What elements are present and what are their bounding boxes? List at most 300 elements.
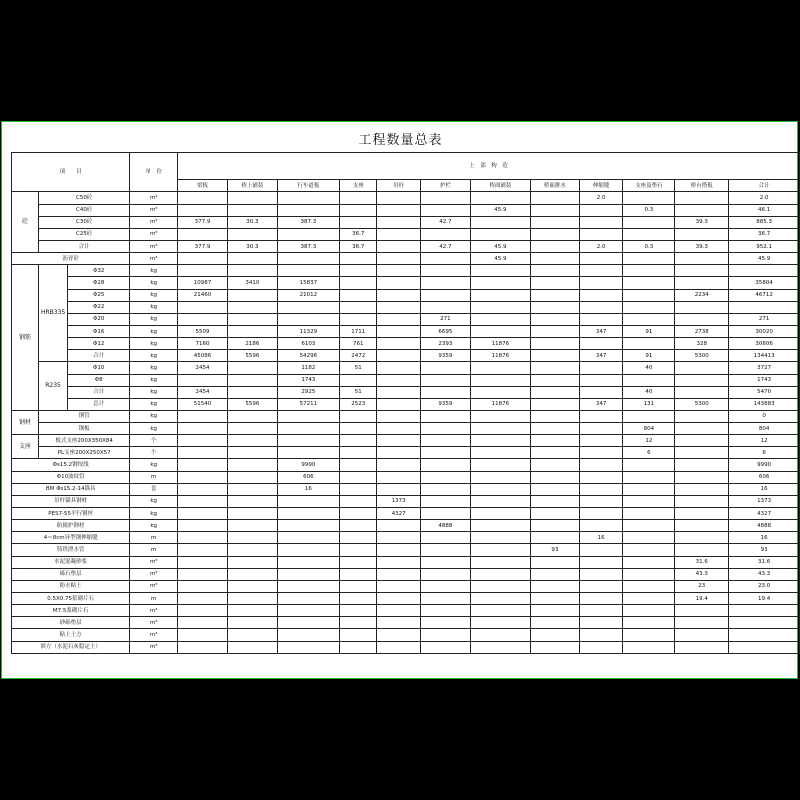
value-cell bbox=[377, 204, 421, 216]
value-cell bbox=[340, 508, 377, 520]
table-row bbox=[12, 459, 800, 471]
value-cell bbox=[420, 265, 470, 277]
unit-cell: kg bbox=[130, 508, 178, 520]
value-cell: 347 bbox=[579, 325, 623, 337]
value-cell bbox=[579, 253, 623, 265]
value-cell bbox=[531, 641, 580, 653]
unit-cell: kg bbox=[130, 325, 178, 337]
value-cell bbox=[227, 362, 277, 374]
value-cell bbox=[178, 495, 228, 507]
value-cell: 1743 bbox=[729, 374, 800, 386]
value-cell: 45.9 bbox=[729, 253, 800, 265]
value-cell bbox=[377, 447, 421, 459]
header-unit: 单 位 bbox=[130, 153, 178, 192]
column-header: 护栏 bbox=[420, 180, 470, 192]
value-cell bbox=[579, 338, 623, 350]
value-cell: 5596 bbox=[227, 398, 277, 410]
value-cell bbox=[531, 313, 580, 325]
value-cell bbox=[227, 641, 277, 653]
value-cell bbox=[377, 629, 421, 641]
group-label: 钢筋 bbox=[12, 265, 39, 411]
value-cell bbox=[178, 641, 228, 653]
value-cell bbox=[579, 423, 623, 435]
table-row bbox=[12, 447, 800, 459]
value-cell: 1182 bbox=[277, 362, 339, 374]
value-cell bbox=[531, 423, 580, 435]
value-cell bbox=[420, 447, 470, 459]
value-cell bbox=[579, 362, 623, 374]
row-label: Φ25 bbox=[68, 289, 130, 301]
value-cell bbox=[675, 253, 729, 265]
table-row bbox=[12, 532, 800, 544]
value-cell bbox=[623, 593, 675, 605]
value-cell bbox=[470, 520, 530, 532]
row-label: 沥青砼 bbox=[12, 253, 130, 265]
value-cell bbox=[531, 629, 580, 641]
value-cell bbox=[227, 204, 277, 216]
row-label: 防水粘土 bbox=[12, 580, 130, 592]
value-cell bbox=[227, 435, 277, 447]
value-cell bbox=[531, 508, 580, 520]
value-cell bbox=[377, 641, 421, 653]
unit-cell: m bbox=[130, 532, 178, 544]
value-cell bbox=[531, 483, 580, 495]
value-cell bbox=[579, 568, 623, 580]
column-header: 桥面排水 bbox=[531, 180, 580, 192]
value-cell bbox=[579, 520, 623, 532]
value-cell: 328 bbox=[675, 338, 729, 350]
value-cell bbox=[579, 435, 623, 447]
value-cell: 377.9 bbox=[178, 216, 228, 228]
value-cell: 40 bbox=[623, 386, 675, 398]
value-cell: 271 bbox=[420, 313, 470, 325]
value-cell bbox=[579, 483, 623, 495]
value-cell bbox=[277, 544, 339, 556]
value-cell bbox=[277, 532, 339, 544]
value-cell bbox=[531, 350, 580, 362]
value-cell: 5300 bbox=[675, 350, 729, 362]
value-cell: 1711 bbox=[340, 325, 377, 337]
value-cell bbox=[277, 641, 339, 653]
unit-cell: 个 bbox=[130, 447, 178, 459]
value-cell bbox=[340, 289, 377, 301]
value-cell bbox=[675, 520, 729, 532]
value-cell bbox=[340, 192, 377, 204]
value-cell bbox=[340, 216, 377, 228]
table-row bbox=[12, 580, 800, 592]
value-cell bbox=[675, 471, 729, 483]
value-cell bbox=[579, 629, 623, 641]
value-cell bbox=[377, 350, 421, 362]
value-cell: 45.9 bbox=[470, 253, 530, 265]
header-group: 上 部 构 造 bbox=[178, 153, 800, 180]
value-cell bbox=[227, 313, 277, 325]
value-cell bbox=[277, 593, 339, 605]
value-cell: 387.3 bbox=[277, 216, 339, 228]
value-cell bbox=[420, 423, 470, 435]
value-cell bbox=[178, 629, 228, 641]
table-row bbox=[12, 568, 800, 580]
value-cell bbox=[531, 216, 580, 228]
row-label: PES7-55平行钢丝 bbox=[12, 508, 130, 520]
value-cell: 57211 bbox=[277, 398, 339, 410]
value-cell bbox=[531, 253, 580, 265]
value-cell bbox=[420, 374, 470, 386]
value-cell bbox=[675, 301, 729, 313]
row-label: Φ20 bbox=[68, 313, 130, 325]
row-label: 4＝8cm异型钢伸缩缝 bbox=[12, 532, 130, 544]
value-cell: 0.3 bbox=[623, 204, 675, 216]
unit-cell: kg bbox=[130, 338, 178, 350]
value-cell bbox=[531, 386, 580, 398]
value-cell bbox=[579, 410, 623, 422]
value-cell bbox=[340, 301, 377, 313]
value-cell: 19.4 bbox=[675, 593, 729, 605]
drawing-sheet bbox=[1, 121, 798, 679]
value-cell bbox=[470, 325, 530, 337]
unit-cell: 套 bbox=[130, 483, 178, 495]
value-cell: 21460 bbox=[178, 289, 228, 301]
value-cell bbox=[623, 629, 675, 641]
value-cell bbox=[675, 544, 729, 556]
value-cell bbox=[623, 495, 675, 507]
value-cell bbox=[531, 338, 580, 350]
value-cell bbox=[227, 495, 277, 507]
table-row bbox=[12, 240, 800, 252]
unit-cell: m³ bbox=[130, 253, 178, 265]
unit-cell: m³ bbox=[130, 629, 178, 641]
value-cell bbox=[531, 459, 580, 471]
value-cell: 16 bbox=[579, 532, 623, 544]
unit-cell: kg bbox=[130, 398, 178, 410]
value-cell bbox=[531, 192, 580, 204]
value-cell: 1373 bbox=[729, 495, 800, 507]
value-cell bbox=[340, 423, 377, 435]
value-cell bbox=[277, 617, 339, 629]
value-cell bbox=[227, 568, 277, 580]
value-cell: 4888 bbox=[420, 520, 470, 532]
value-cell: 5300 bbox=[675, 398, 729, 410]
value-cell bbox=[178, 483, 228, 495]
unit-cell: kg bbox=[130, 495, 178, 507]
value-cell bbox=[531, 580, 580, 592]
row-label: 板式支座200X350X84 bbox=[38, 435, 129, 447]
value-cell bbox=[470, 471, 530, 483]
value-cell bbox=[377, 617, 421, 629]
value-cell bbox=[340, 483, 377, 495]
value-cell bbox=[227, 556, 277, 568]
value-cell bbox=[470, 423, 530, 435]
value-cell: 804 bbox=[729, 423, 800, 435]
value-cell: 9359 bbox=[420, 350, 470, 362]
unit-cell: m³ bbox=[130, 228, 178, 240]
value-cell bbox=[470, 593, 530, 605]
value-cell bbox=[623, 483, 675, 495]
value-cell: 23 bbox=[675, 580, 729, 592]
value-cell bbox=[531, 520, 580, 532]
value-cell bbox=[340, 495, 377, 507]
row-label: Φ22 bbox=[68, 301, 130, 313]
row-label: 总计 bbox=[68, 398, 130, 410]
value-cell bbox=[470, 495, 530, 507]
value-cell bbox=[377, 471, 421, 483]
value-cell bbox=[277, 253, 339, 265]
value-cell bbox=[178, 568, 228, 580]
value-cell bbox=[340, 520, 377, 532]
value-cell bbox=[227, 410, 277, 422]
unit-cell: kg bbox=[130, 423, 178, 435]
column-header: 吊杆 bbox=[377, 180, 421, 192]
value-cell bbox=[178, 593, 228, 605]
table-row bbox=[12, 617, 800, 629]
value-cell bbox=[178, 192, 228, 204]
value-cell bbox=[531, 532, 580, 544]
value-cell bbox=[377, 435, 421, 447]
table-row bbox=[12, 265, 800, 277]
value-cell bbox=[178, 532, 228, 544]
value-cell bbox=[729, 265, 800, 277]
value-cell bbox=[531, 556, 580, 568]
value-cell bbox=[675, 508, 729, 520]
unit-cell: m³ bbox=[130, 580, 178, 592]
table-row bbox=[12, 228, 800, 240]
value-cell bbox=[377, 410, 421, 422]
value-cell bbox=[531, 374, 580, 386]
value-cell bbox=[579, 265, 623, 277]
value-cell bbox=[531, 289, 580, 301]
value-cell bbox=[178, 374, 228, 386]
row-label: 砾石垫层 bbox=[12, 568, 130, 580]
row-label: 填方（水泥石灰稳定土） bbox=[12, 641, 130, 653]
value-cell bbox=[579, 495, 623, 507]
value-cell bbox=[675, 459, 729, 471]
value-cell bbox=[531, 265, 580, 277]
value-cell bbox=[579, 544, 623, 556]
value-cell: 804 bbox=[623, 423, 675, 435]
value-cell: 6 bbox=[623, 447, 675, 459]
value-cell bbox=[531, 325, 580, 337]
table-row bbox=[12, 362, 800, 374]
value-cell: 2454 bbox=[178, 362, 228, 374]
value-cell: 885.3 bbox=[729, 216, 800, 228]
value-cell bbox=[227, 459, 277, 471]
value-cell bbox=[675, 605, 729, 617]
unit-cell: m³ bbox=[130, 192, 178, 204]
value-cell bbox=[227, 192, 277, 204]
table-row bbox=[12, 216, 800, 228]
value-cell bbox=[340, 593, 377, 605]
value-cell bbox=[623, 301, 675, 313]
value-cell bbox=[377, 240, 421, 252]
value-cell bbox=[470, 580, 530, 592]
value-cell: 9990 bbox=[729, 459, 800, 471]
value-cell: 31.6 bbox=[729, 556, 800, 568]
column-header: 梁板 bbox=[178, 180, 228, 192]
header-item: 项 目 bbox=[12, 153, 130, 192]
value-cell bbox=[579, 605, 623, 617]
value-cell bbox=[420, 435, 470, 447]
value-cell bbox=[470, 459, 530, 471]
value-cell: 4327 bbox=[729, 508, 800, 520]
value-cell bbox=[227, 265, 277, 277]
value-cell bbox=[227, 629, 277, 641]
value-cell bbox=[623, 192, 675, 204]
value-cell: 39.3 bbox=[675, 240, 729, 252]
value-cell bbox=[470, 386, 530, 398]
value-cell bbox=[579, 313, 623, 325]
value-cell bbox=[227, 447, 277, 459]
value-cell bbox=[675, 423, 729, 435]
value-cell bbox=[377, 605, 421, 617]
value-cell bbox=[227, 532, 277, 544]
value-cell: 2234 bbox=[675, 289, 729, 301]
unit-cell: m bbox=[130, 544, 178, 556]
value-cell bbox=[470, 374, 530, 386]
value-cell bbox=[623, 277, 675, 289]
value-cell bbox=[377, 313, 421, 325]
value-cell bbox=[675, 629, 729, 641]
value-cell bbox=[227, 301, 277, 313]
value-cell bbox=[675, 641, 729, 653]
value-cell bbox=[531, 435, 580, 447]
row-label: 合计 bbox=[38, 240, 129, 252]
value-cell bbox=[623, 556, 675, 568]
value-cell: 39.3 bbox=[675, 216, 729, 228]
row-label: 防撞护钢材 bbox=[12, 520, 130, 532]
value-cell bbox=[623, 568, 675, 580]
value-cell: 91 bbox=[623, 325, 675, 337]
value-cell: 387.3 bbox=[277, 240, 339, 252]
value-cell bbox=[340, 544, 377, 556]
value-cell: 6103 bbox=[277, 338, 339, 350]
value-cell bbox=[340, 580, 377, 592]
value-cell bbox=[377, 520, 421, 532]
value-cell: 761 bbox=[340, 338, 377, 350]
row-label: M7.5浆砌片石 bbox=[12, 605, 130, 617]
value-cell bbox=[623, 641, 675, 653]
value-cell: 12 bbox=[623, 435, 675, 447]
value-cell bbox=[277, 520, 339, 532]
unit-cell: kg bbox=[130, 520, 178, 532]
value-cell bbox=[420, 289, 470, 301]
value-cell bbox=[623, 605, 675, 617]
column-header: 支座 bbox=[340, 180, 377, 192]
value-cell bbox=[623, 313, 675, 325]
value-cell bbox=[420, 629, 470, 641]
value-cell: 271 bbox=[729, 313, 800, 325]
column-header: 支座及垫石 bbox=[623, 180, 675, 192]
value-cell bbox=[277, 204, 339, 216]
value-cell bbox=[623, 289, 675, 301]
value-cell bbox=[675, 447, 729, 459]
unit-cell: kg bbox=[130, 265, 178, 277]
value-cell: 16 bbox=[729, 532, 800, 544]
value-cell bbox=[420, 544, 470, 556]
value-cell bbox=[420, 471, 470, 483]
value-cell bbox=[623, 253, 675, 265]
value-cell: 1743 bbox=[277, 374, 339, 386]
value-cell bbox=[377, 192, 421, 204]
value-cell bbox=[377, 459, 421, 471]
unit-cell: m bbox=[130, 593, 178, 605]
value-cell: 51540 bbox=[178, 398, 228, 410]
value-cell bbox=[470, 508, 530, 520]
value-cell bbox=[470, 265, 530, 277]
value-cell bbox=[277, 192, 339, 204]
unit-cell: kg bbox=[130, 410, 178, 422]
value-cell bbox=[470, 483, 530, 495]
value-cell bbox=[227, 374, 277, 386]
value-cell bbox=[178, 459, 228, 471]
row-label: 0.5X0.75浆砌片石 bbox=[12, 593, 130, 605]
value-cell bbox=[531, 593, 580, 605]
value-cell bbox=[623, 459, 675, 471]
value-cell: 5509 bbox=[178, 325, 228, 337]
value-cell bbox=[178, 204, 228, 216]
value-cell: 2472 bbox=[340, 350, 377, 362]
table-row bbox=[12, 556, 800, 568]
value-cell bbox=[377, 398, 421, 410]
table-row bbox=[12, 374, 800, 386]
row-label: 粘土土方 bbox=[12, 629, 130, 641]
row-label: 合计 bbox=[68, 386, 130, 398]
column-header: 行车道板 bbox=[277, 180, 339, 192]
table-row bbox=[12, 192, 800, 204]
value-cell: 30.3 bbox=[227, 216, 277, 228]
value-cell bbox=[377, 423, 421, 435]
value-cell: 43.3 bbox=[675, 568, 729, 580]
table-row bbox=[12, 325, 800, 337]
value-cell bbox=[178, 253, 228, 265]
table-row bbox=[12, 520, 800, 532]
value-cell bbox=[340, 277, 377, 289]
row-label: 砂砾垫层 bbox=[12, 617, 130, 629]
table-row bbox=[12, 289, 800, 301]
value-cell: 347 bbox=[579, 350, 623, 362]
value-cell bbox=[277, 435, 339, 447]
value-cell bbox=[470, 629, 530, 641]
value-cell bbox=[675, 532, 729, 544]
unit-cell: kg bbox=[130, 301, 178, 313]
value-cell bbox=[531, 447, 580, 459]
value-cell: 377.9 bbox=[178, 240, 228, 252]
value-cell: 2523 bbox=[340, 398, 377, 410]
value-cell bbox=[531, 605, 580, 617]
row-label: C50砼 bbox=[38, 192, 129, 204]
value-cell bbox=[377, 325, 421, 337]
row-label: Φ16 bbox=[68, 325, 130, 337]
value-cell bbox=[531, 495, 580, 507]
value-cell: 36.7 bbox=[340, 228, 377, 240]
value-cell bbox=[470, 544, 530, 556]
value-cell bbox=[277, 447, 339, 459]
value-cell bbox=[277, 580, 339, 592]
value-cell: 93 bbox=[531, 544, 580, 556]
value-cell: 45086 bbox=[178, 350, 228, 362]
value-cell bbox=[178, 447, 228, 459]
value-cell bbox=[340, 435, 377, 447]
value-cell bbox=[420, 228, 470, 240]
value-cell bbox=[420, 410, 470, 422]
value-cell bbox=[579, 204, 623, 216]
row-label: 水泥混凝砂浆 bbox=[12, 556, 130, 568]
unit-cell: m³ bbox=[130, 605, 178, 617]
table-row bbox=[12, 423, 800, 435]
column-header: 桥面铺装 bbox=[470, 180, 530, 192]
value-cell: 19.4 bbox=[729, 593, 800, 605]
unit-cell: m³ bbox=[130, 204, 178, 216]
unit-cell: kg bbox=[130, 289, 178, 301]
